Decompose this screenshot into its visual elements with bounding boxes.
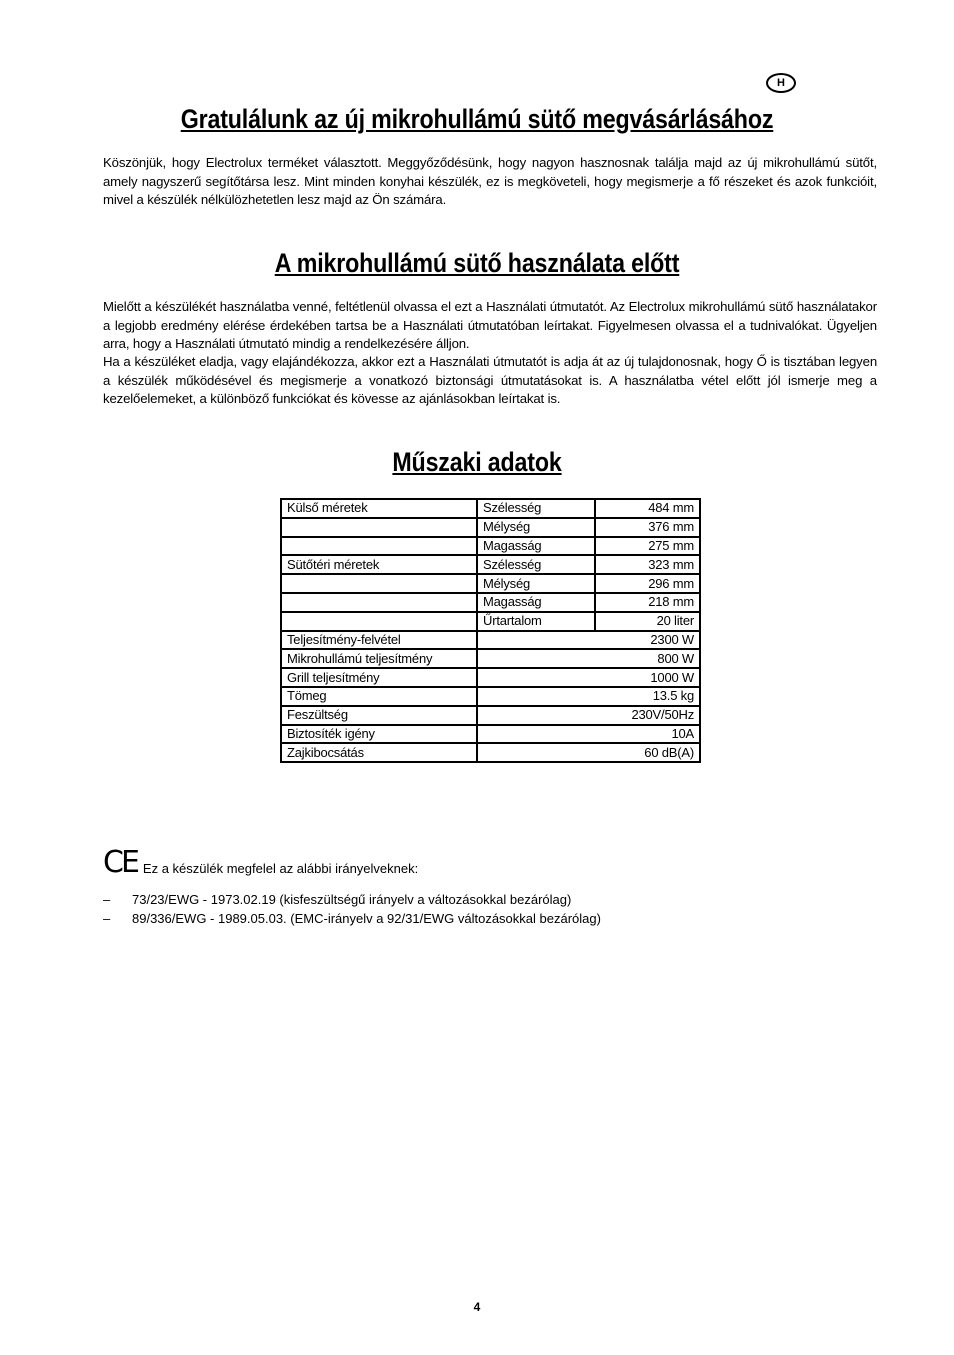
spec-label: Tömeg: [281, 687, 477, 706]
spec-value: 376 mm: [595, 518, 700, 537]
before-use-title: A mikrohullámú sütő használata előtt: [274, 248, 680, 278]
page-number: 4: [473, 1300, 481, 1314]
ce-compliance: [103, 845, 419, 880]
specs-table: [280, 498, 701, 763]
table-row: [281, 612, 700, 631]
spec-sublabel: Mélység: [477, 518, 595, 537]
table-row: [281, 725, 700, 744]
spec-value: 323 mm: [595, 555, 700, 574]
congrats-paragraph: Köszönjük, hogy Electrolux terméket választott. Meggyőződésünk, hogy nagyon hasznosnak találja majd az új mikrohullámú sütőt, amely nagyszerű segítőtársa lesz. Mint minden konyhai készülék, ez is megköveteli, hogy megismerje a fő részeket és azok funkcióit, mivel a készülék nélkülözhetetlen lesz majd az Ön számára.: [103, 155, 877, 207]
spec-label: [281, 537, 477, 556]
spec-sublabel: Magasság: [477, 593, 595, 612]
before-use-paragraph-2: Ha a készüléket eladja, vagy elajándékozza, akkor ezt a Használati útmutatót is adja át az új tulajdonosnak, hogy Ő is tisztában legyen a készülék működésével és megismerje a vonatkozó biztonsági útmutatásokat is. A használatba vétel előtt jól ismerje meg a kezelőelemeket, a különböző funkciókat és kövesse az ajánlásokban leírtakat is.: [103, 354, 877, 406]
spec-sublabel: Magasság: [477, 537, 595, 556]
table-row: [281, 668, 700, 687]
spec-label: Feszültség: [281, 706, 477, 725]
spec-value: 10A: [477, 725, 700, 744]
directive-text: 89/336/EWG - 1989.05.03. (EMC-irányelv a 92/31/EWG változásokkal bezárólag): [132, 911, 601, 926]
spec-label: Sütőtéri méretek: [281, 555, 477, 574]
spec-value: 218 mm: [595, 593, 700, 612]
language-badge: H: [766, 73, 796, 93]
spec-value: 230V/50Hz: [477, 706, 700, 725]
dash-bullet: –: [103, 911, 111, 926]
spec-sublabel: Űrtartalom: [477, 612, 595, 631]
spec-value: 60 dB(A): [477, 743, 700, 762]
list-item: [103, 890, 601, 909]
table-row: [281, 687, 700, 706]
spec-label: [281, 574, 477, 593]
compliance-intro: Ez a készülék megfelel az alábbi irányelveknek:: [142, 861, 419, 876]
table-row: [281, 518, 700, 537]
spec-label: Biztosíték igény: [281, 725, 477, 744]
spec-value: 1000 W: [477, 668, 700, 687]
table-row: [281, 537, 700, 556]
table-row: [281, 593, 700, 612]
table-row: [281, 706, 700, 725]
spec-label: [281, 518, 477, 537]
spec-sublabel: Szélesség: [477, 555, 595, 574]
spec-value: 275 mm: [595, 537, 700, 556]
table-row: [281, 649, 700, 668]
list-item: [103, 909, 601, 928]
table-row: [281, 631, 700, 650]
congrats-title: Gratulálunk az új mikrohullámú sütő megvásárlásához: [180, 104, 774, 134]
spec-label: [281, 593, 477, 612]
spec-sublabel: Mélység: [477, 574, 595, 593]
table-row: [281, 555, 700, 574]
spec-label: Teljesítmény-felvétel: [281, 631, 477, 650]
spec-value: 20 liter: [595, 612, 700, 631]
table-row: [281, 499, 700, 518]
spec-value: 484 mm: [595, 499, 700, 518]
table-row: [281, 743, 700, 762]
spec-value: 800 W: [477, 649, 700, 668]
spec-sublabel: Szélesség: [477, 499, 595, 518]
table-row: [281, 574, 700, 593]
spec-label: Grill teljesítmény: [281, 668, 477, 687]
spec-label: Zajkibocsátás: [281, 743, 477, 762]
spec-value: 2300 W: [477, 631, 700, 650]
directive-text: 73/23/EWG - 1973.02.19 (kisfeszültségű irányelv a változásokkal bezárólag): [132, 892, 572, 907]
spec-label: [281, 612, 477, 631]
spec-value: 296 mm: [595, 574, 700, 593]
spec-value: 13.5 kg: [477, 687, 700, 706]
specs-title: Műszaki adatok: [392, 447, 562, 477]
before-use-paragraph-1: Mielőtt a készülékét használatba venné, feltétlenül olvassa el ezt a Használati útmutatót. Az Electrolux mikrohullámú sütő használatakor a legjobb eredmény elérése érdekében tartsa be a Használati útmutatóban leírtakat. Figyelmesen olvassa el a tudnivalókat. Ügyeljen arra, hogy a Használati útmutató mindig a rendelkezésére álljon.: [103, 299, 877, 351]
spec-label: Külső méretek: [281, 499, 477, 518]
directive-list: [103, 890, 601, 928]
dash-bullet: –: [103, 892, 111, 907]
spec-label: Mikrohullámú teljesítmény: [281, 649, 477, 668]
ce-mark-icon: CE: [103, 845, 137, 880]
